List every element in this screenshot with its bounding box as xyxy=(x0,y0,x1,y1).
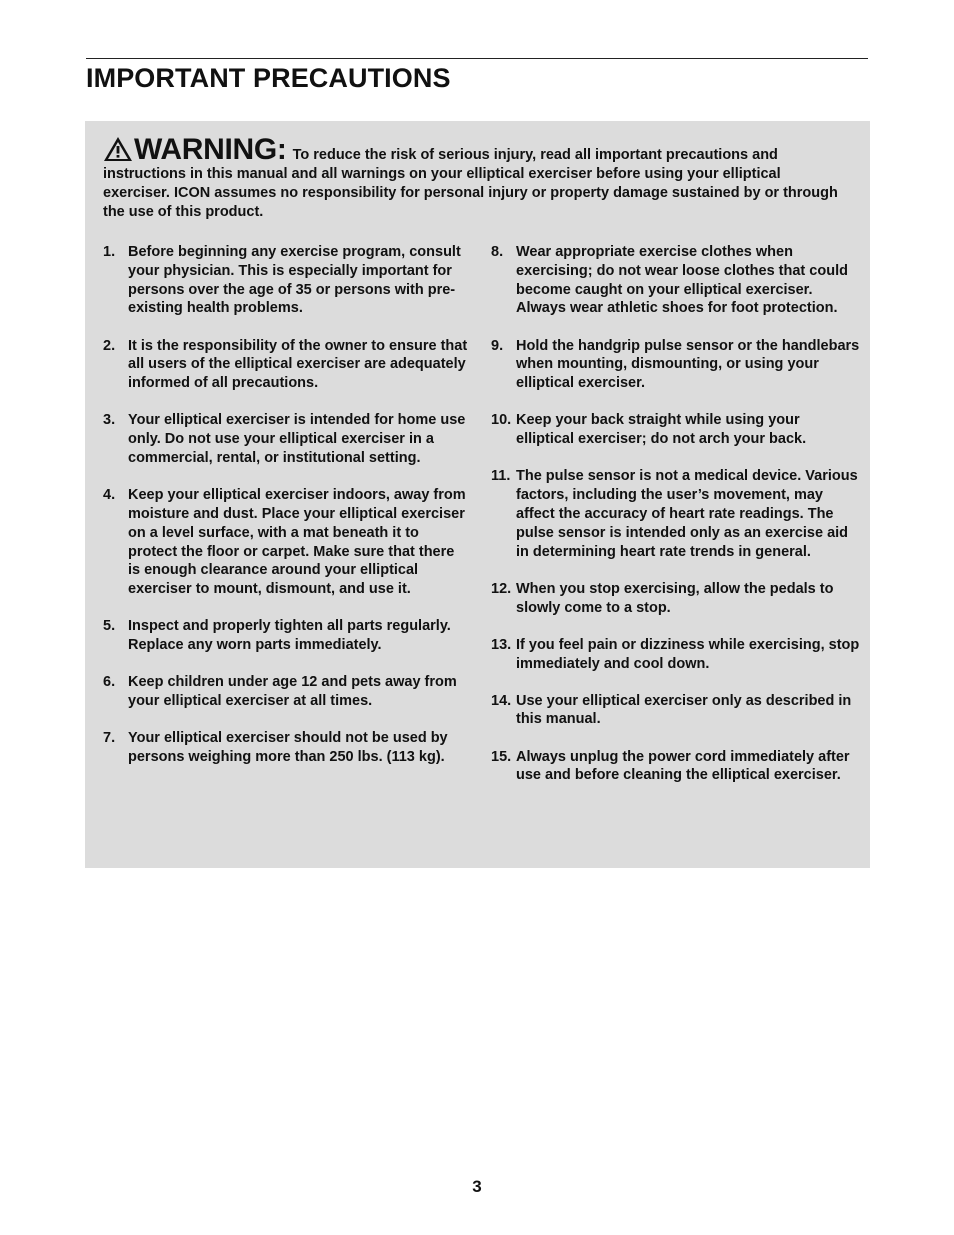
precaution-item xyxy=(103,486,468,599)
precaution-item xyxy=(103,337,468,393)
precaution-number: 6. xyxy=(103,674,116,691)
precaution-text: Hold the handgrip pulse sensor or the handlebars when mounting, dismounting, or using your elliptical exerciser. xyxy=(516,337,860,392)
precaution-text: Before beginning any exercise program, consult your physician. This is especially important for persons over the age of 35 or persons with pre-existing health problems. xyxy=(128,244,461,317)
precaution-text: Keep your elliptical exerciser indoors, away from moisture and dust. Place your elliptical exerciser on a level surface, with a mat beneath it to protect the floor or carpet. Make sure that there is enough clearance around your elliptical exerciser to mount, dismount, and use it. xyxy=(128,487,466,598)
precaution-item xyxy=(103,617,468,655)
precaution-number: 5. xyxy=(103,618,116,635)
precaution-number: 4. xyxy=(103,487,116,504)
precaution-number: 8. xyxy=(491,244,504,260)
precaution-number: 10. xyxy=(491,412,512,429)
precaution-number: 12. xyxy=(491,580,512,597)
precaution-item xyxy=(103,729,468,767)
precaution-item xyxy=(491,636,861,674)
precaution-text: Your elliptical exerciser is intended for home use only. Do not use your elliptical exerciser in a commercial, rental, or institutional setting. xyxy=(128,412,466,466)
header-rule xyxy=(86,58,868,59)
precaution-text: The pulse sensor is not a medical device. Various factors, including the user’s movement, may affect the accuracy of heart rate readings. The pulse sensor is intended only as an exercise aid in determining heart rate trends in general. xyxy=(516,468,858,560)
precaution-item xyxy=(491,411,861,449)
precaution-item xyxy=(491,243,861,318)
precaution-text: Always unplug the power cord immediately after use and before cleaning the elliptical exerciser. xyxy=(516,748,850,784)
precaution-number: 14. xyxy=(491,692,512,709)
precaution-text: Keep your back straight while using your elliptical exerciser; do not arch your back. xyxy=(516,412,807,448)
precaution-number: 1. xyxy=(103,244,116,260)
precaution-item xyxy=(491,337,861,393)
precaution-text: When you stop exercising, allow the pedals to slowly come to a stop. xyxy=(516,580,834,616)
precaution-text: Keep children under age 12 and pets away from your elliptical exerciser at all times. xyxy=(128,674,457,710)
precaution-text: Use your elliptical exerciser only as described in this manual. xyxy=(516,692,852,728)
precaution-item xyxy=(491,580,861,618)
warning-box xyxy=(85,121,870,868)
precaution-item xyxy=(491,692,861,730)
warning-intro xyxy=(103,135,848,222)
warning-triangle-icon xyxy=(103,136,133,162)
precaution-number: 15. xyxy=(491,748,512,765)
warning-label: WARNING: xyxy=(134,133,287,166)
warning-intro-text: To reduce the risk of serious injury, read all important precautions and instructions in this manual and all warnings on your elliptical exerciser before using your elliptical exerciser. ICON assumes no responsibility for personal injury or property damage sustained by or through the use of this product. xyxy=(103,147,838,220)
precaution-number: 9. xyxy=(491,337,504,354)
precautions-left-column xyxy=(103,243,468,785)
precautions-right-column xyxy=(491,243,861,804)
precaution-number: 13. xyxy=(491,636,512,653)
precaution-item xyxy=(491,467,861,561)
precaution-text: Inspect and properly tighten all parts regularly. Replace any worn parts immediately. xyxy=(128,618,451,654)
precaution-item xyxy=(103,411,468,467)
precaution-text: Your elliptical exerciser should not be used by persons weighing more than 250 lbs. (113 kg). xyxy=(128,730,448,766)
precaution-item xyxy=(491,748,861,786)
precaution-text: Wear appropriate exercise clothes when exercising; do not wear loose clothes that could become caught on your elliptical exerciser. Always wear athletic shoes for foot protection. xyxy=(516,244,848,317)
precaution-number: 7. xyxy=(103,730,116,747)
page-title: IMPORTANT PRECAUTIONS xyxy=(86,63,451,93)
precaution-number: 11. xyxy=(491,468,511,485)
precaution-number: 3. xyxy=(103,412,116,429)
precaution-item xyxy=(103,673,468,711)
precaution-number: 2. xyxy=(103,337,116,354)
page-number: 3 xyxy=(472,1177,482,1196)
precaution-text: It is the responsibility of the owner to ensure that all users of the elliptical exerciser are adequately informed of all precautions. xyxy=(128,337,468,392)
precaution-item xyxy=(103,243,468,318)
precaution-text: If you feel pain or dizziness while exercising, stop immediately and cool down. xyxy=(516,636,860,672)
